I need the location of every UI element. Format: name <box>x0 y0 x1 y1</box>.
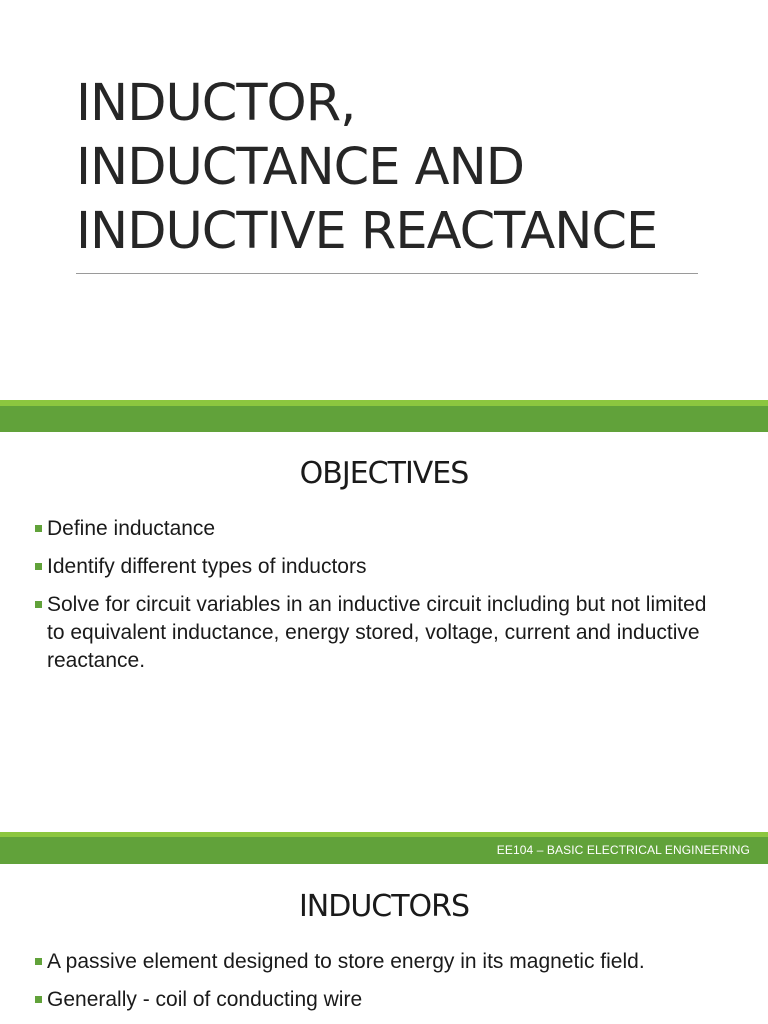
bullet-text: A passive element designed to store energy in its magnetic field. <box>47 950 645 973</box>
bullet-square-icon <box>35 958 42 965</box>
inductors-list <box>35 948 725 1024</box>
list-item <box>35 553 725 581</box>
slide-footer-band <box>0 832 768 864</box>
list-item <box>35 515 725 543</box>
footer-course-label: EE104 – BASIC ELECTRICAL ENGINEERING <box>496 843 750 857</box>
objectives-list <box>35 515 725 685</box>
bullet-text: Define inductance <box>47 517 216 540</box>
bullet-text: Generally - coil of conducting wire <box>47 988 363 1011</box>
bullet-text: Identify different types of inductors <box>47 555 367 578</box>
slide-title: INDUCTOR, INDUCTANCE AND INDUCTIVE REACTANCE <box>76 74 658 261</box>
slide-separator-band <box>0 400 768 432</box>
title-slide <box>0 0 768 400</box>
objectives-heading: OBJECTIVES <box>299 456 469 491</box>
list-item <box>35 591 725 675</box>
inductors-heading: INDUCTORS <box>298 889 470 924</box>
bullet-square-icon <box>35 601 42 608</box>
title-divider <box>76 273 698 274</box>
list-item <box>35 948 725 976</box>
list-item <box>35 986 725 1014</box>
bullet-square-icon <box>35 525 42 532</box>
bullet-square-icon <box>35 996 42 1003</box>
bullet-square-icon <box>35 563 42 570</box>
bullet-text: Solve for circuit variables in an inductive circuit including but not limited to equivalent inductance, energy stored, voltage, current and inductive reactance. <box>47 593 707 672</box>
